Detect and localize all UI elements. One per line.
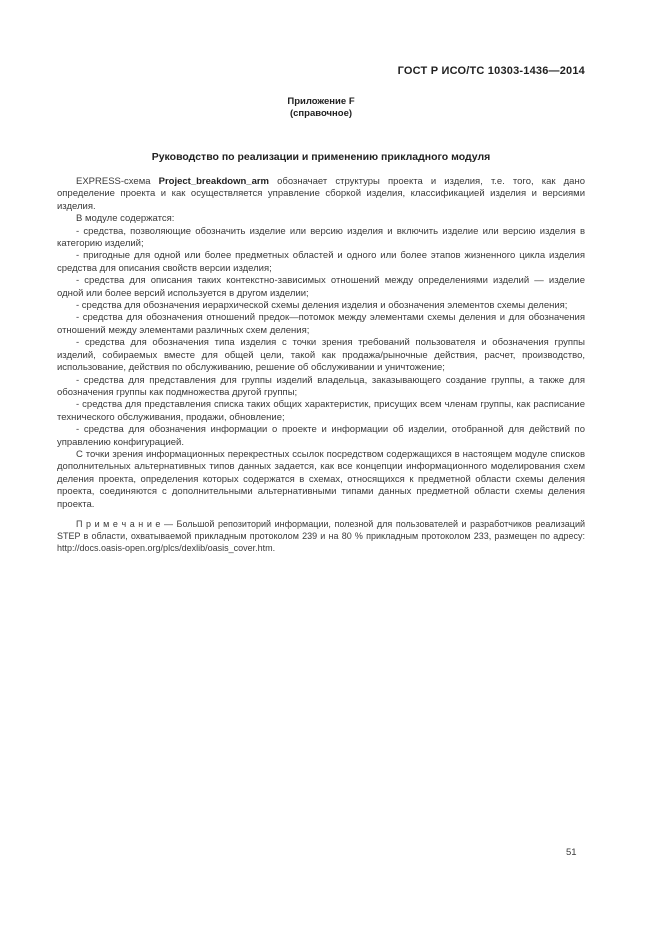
body-text <box>57 176 585 555</box>
section-title: Руководство по реализации и применению прикладного модуля <box>151 151 491 163</box>
intro-paragraph <box>57 176 585 213</box>
module-contains-paragraph: В модуле содержатся: <box>76 213 175 225</box>
bullet-item: - средства для представления списка таких общих характеристик, присущих всем членам группы, как расписание технического обслуживания, продажи, обновление; <box>57 399 585 423</box>
bullet-item: - средства для обозначения иерархической схемы деления изделия и обозначения элементов схемы деления; <box>76 300 568 312</box>
bullet-item: - средства для представления для группы изделий владельца, заказывающего создание группы, а также для обозначения группы как подмножества другой группы; <box>57 374 585 398</box>
intro-rest: обозначает структуры проекта и изделия, т.е. того, как дано определение проекта и как осуществляется управление сборкой изделия, классификацией изделия и версиями изделия. <box>57 176 585 212</box>
cross-reference-paragraph: С точки зрения информационных перекрестных ссылок посредством содержащихся в настоящем модуле списков дополнительных альтернативных типов данных задается, как все концепции информационного моделирования схем деления проекта, определения которых содержатся в схемах, относящихся к предметной области схемы деления проекта, соединяются с дополнительными альтернативными типами данных предметной области схемы деления проекта. <box>57 448 585 510</box>
appendix-label: Приложение F <box>287 96 355 107</box>
bullet-item: - средства, позволяющие обозначить изделие или версию изделия и включить изделие или версию изделия в категорию изделий; <box>57 225 585 250</box>
bullet-item: - средства для обозначения типа изделия с точки зрения требований пользователя и обозначения группы изделий, собираемых вместе для общей цели, такой как продажа/рыночные действия, расчет, производство, использование, действия по обслуживанию, решение об обслуживании и уничтожение; <box>57 337 585 374</box>
bullet-item: - средства для описания таких контекстно-зависимых отношений между определениями изделий — изделие одной или более версий используется в другом изделии; <box>57 275 585 299</box>
intro-prefix: EXPRESS-схема <box>76 176 159 187</box>
note-paragraph: П р и м е ч а н и е — Большой репозиторий информации, полезной для пользователей и разработчиков реализаций STEP в области, охватываемой прикладным протоколом 239 и на 80 % прикладным протоколом 233, размещен по адресу: http://docs.oasis-open.org/plcs/dexlib/oasis_cover.htm. <box>57 518 585 554</box>
bullet-item: - средства для обозначения информации о проекте и информации об изделии, отобранной для действий по управлению конфигурацией. <box>57 424 585 448</box>
bullet-item: - пригодные для одной или более предметных областей и одного или более этапов жизненного цикла изделия средства для описания свойств версии изделия; <box>57 250 585 274</box>
appendix-heading <box>57 96 585 119</box>
schema-name: Project_breakdown_arm <box>158 176 269 187</box>
standard-number-header: ГОСТ Р ИСО/ТС 10303-1436—2014 <box>397 65 585 77</box>
bullet-item: - средства для обозначения отношений предок—потомок между элементами схемы деления и для обозначения отношений между элементами различных схем деления; <box>57 312 585 336</box>
page-number: 51 <box>566 847 577 858</box>
appendix-type: (справочное) <box>289 107 353 119</box>
